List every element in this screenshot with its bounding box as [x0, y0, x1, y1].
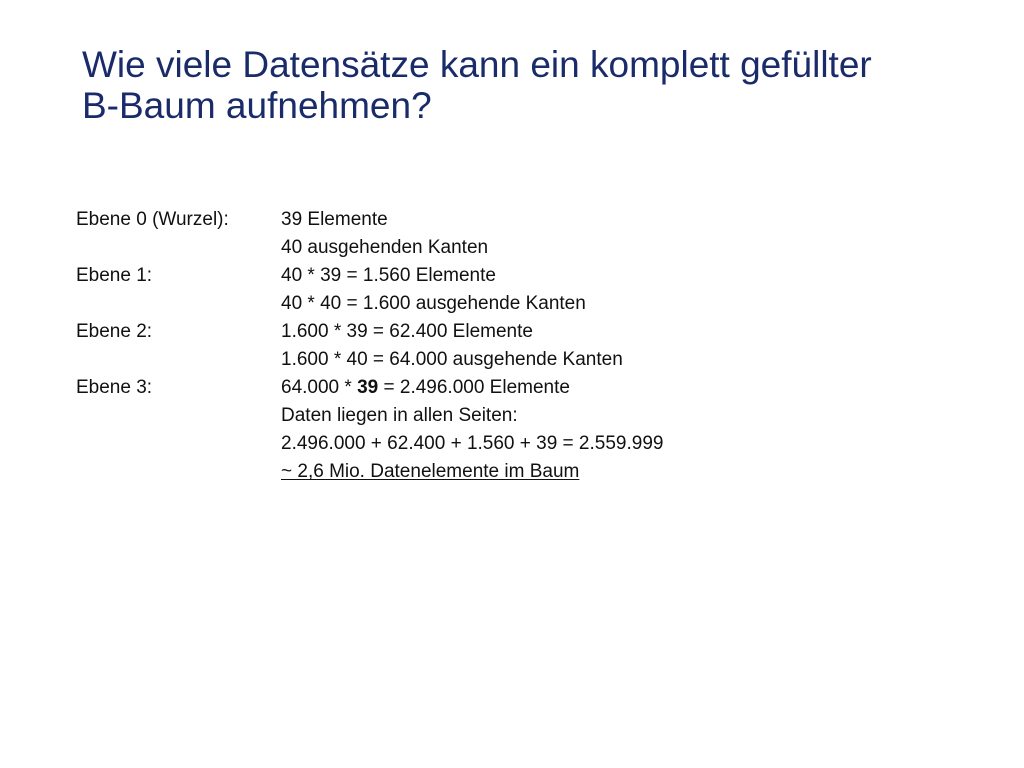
level-2-spacer	[76, 346, 281, 374]
level-0-label: Ebene 0 (Wurzel):	[76, 209, 229, 230]
level-1-row-1	[76, 262, 976, 290]
level-2-row-2	[76, 346, 976, 374]
slide-title-line-2: B-Baum aufnehmen?	[82, 85, 432, 126]
level-3-prefix: 64.000 *	[281, 377, 358, 398]
level-3-label: Ebene 3:	[76, 377, 153, 398]
slide-title-line-1: Wie viele Datensätze kann ein komplett gefüllter	[82, 44, 872, 85]
level-2-edges: 1.600 * 40 = 64.000 ausgehende Kanten	[281, 349, 623, 370]
level-1-edges: 40 * 40 = 1.600 ausgehende Kanten	[281, 293, 586, 314]
level-3-suffix: = 2.496.000 Elemente	[378, 377, 570, 398]
slide-title	[82, 44, 982, 126]
summary-intro: Daten liegen in allen Seiten:	[281, 405, 518, 426]
summary-spacer-2	[76, 430, 281, 458]
level-0-elements: 39 Elemente	[281, 209, 388, 230]
summary-spacer-3	[76, 458, 281, 486]
level-1-label: Ebene 1:	[76, 265, 153, 286]
level-2-row-1	[76, 318, 976, 346]
summary-spacer-1	[76, 402, 281, 430]
summary-result-row	[76, 458, 976, 486]
level-0-spacer	[76, 234, 281, 262]
level-3-row-1	[76, 374, 976, 402]
level-1-elements: 40 * 39 = 1.560 Elemente	[281, 265, 496, 286]
level-1-spacer	[76, 290, 281, 318]
level-0-edges: 40 ausgehenden Kanten	[281, 237, 489, 258]
summary-result-container	[281, 458, 976, 486]
level-0-row-2	[76, 234, 976, 262]
level-0-row-1	[76, 206, 976, 234]
summary-intro-row	[76, 402, 976, 430]
level-1-row-2	[76, 290, 976, 318]
level-3-elements	[281, 374, 976, 402]
level-3-bold-factor: 39	[357, 377, 379, 398]
summary-sum: 2.496.000 + 62.400 + 1.560 + 39 = 2.559.999	[281, 433, 664, 454]
summary-sum-row	[76, 430, 976, 458]
calculation-block	[76, 206, 976, 486]
level-2-elements: 1.600 * 39 = 62.400 Elemente	[281, 321, 533, 342]
level-2-label: Ebene 2:	[76, 321, 153, 342]
summary-result: ~ 2,6 Mio. Datenelemente im Baum	[281, 461, 580, 482]
